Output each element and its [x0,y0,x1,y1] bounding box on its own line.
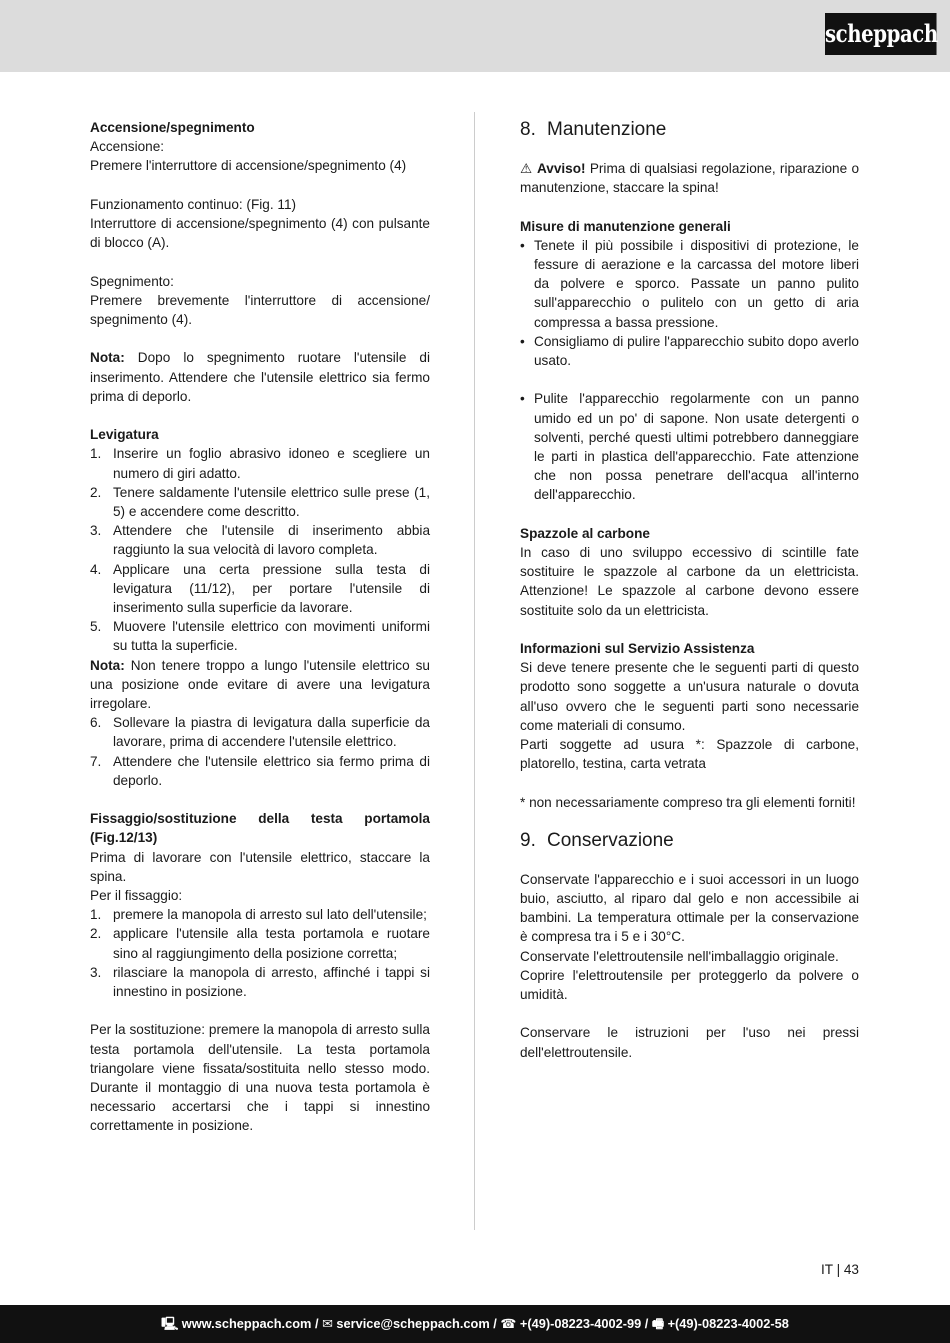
computer-icon: 🖳︎ [161,1316,179,1331]
paragraph: Per il fissaggio: [90,888,183,904]
list-number: 1. [90,446,102,462]
paragraph: Funzionamento continuo: (Fig. 11) [90,196,297,212]
paragraph: Parti soggette ad usura *: Spazzole di carbone, platorello, testina, carta vetrata [520,737,859,772]
heading-text: Manutenzione [547,119,667,140]
bullet-icon: • [520,237,525,253]
list-text: Applicare una certa pressione sulla testa di levigatura (11/12), per portare l'utensile di inserimento sulla superficie da lavorare. [113,561,430,616]
list-text: Tenere saldamente l'utensile elettrico sulle prese (1, 5) e accendere come descritto. [113,484,430,519]
section-title-sanding: Levigatura [90,427,159,443]
paragraph: Spegnimento: [90,273,174,289]
paragraph: In caso di uno sviluppo eccessivo di scintille fate sostituire le spazzole al carbone da un elettricista. Attenzione! Le spazzole al carbone devono essere sostituite solo da un elettricista. [520,545,859,618]
paragraph: Coprire l'elettroutensile per proteggerlo da polvere o umidità. [520,967,859,1003]
footnote: * non necessariamente compreso tra gli elementi forniti! [520,794,856,810]
bullet-item [520,332,859,370]
fax-icon: 🖷︎ [651,1316,664,1331]
list-number: 3. [90,964,102,980]
bullet-item [520,236,859,332]
list-text: Inserire un foglio abrasivo idoneo e scegliere un numero di giri adatto. [113,446,430,481]
warning-text: Prima di qualsiasi regolazione, riparazione o manutenzione, staccare la spina! [520,161,859,196]
paragraph: Prima di lavorare con l'utensile elettrico, staccare la spina. [90,849,430,884]
phone-icon: ☎ [500,1316,517,1331]
paragraph: Conservate l'apparecchio e i suoi accessori in un luogo buio, asciutto, al riparo dal gelo e non accessibile ai bambini. La temperatura ottimale per la conservazione è compresa tra i 5 e i 30°C. [520,871,859,945]
website-link[interactable]: www.scheppach.com [181,1316,312,1331]
list-number: 4. [90,561,102,577]
heading-number: 8. [520,119,536,140]
note-label: Nota: [90,350,125,366]
warning-paragraph [520,159,859,197]
list-item [90,752,430,790]
note-label: Nota: [90,657,125,673]
fixing-steps [90,905,430,1001]
bullet-text: Consigliamo di pulire l'apparecchio subito dopo averlo usato. [534,333,859,369]
column-divider [474,112,475,1230]
bullet-icon: • [520,333,525,349]
page-number: IT | 43 [820,1262,859,1277]
section-title-general-maintenance: Misure di manutenzione generali [520,218,731,234]
warning-triangle-icon: ⚠ [520,161,533,176]
section-title-carbon-brushes: Spazzole al carbone [520,525,650,541]
brand-logo: scheppach [825,13,937,55]
warning-label: Avviso! [536,161,586,176]
list-number: 7. [90,753,102,769]
list-text: Attendere che l'utensile elettrico sia fermo prima di deporlo. [113,753,430,788]
list-number: 2. [90,484,102,500]
list-item [90,924,430,962]
section-title-switch: Accensione/spegnimento [90,120,255,135]
list-text: premere la manopola di arresto sul lato dell'utensile; [113,907,427,923]
heading-text: Conservazione [547,829,674,851]
bullet-text: Pulite l'apparecchio regolarmente con un panno umido ed un po' di sapone. Non usate detergenti o solventi, perché questi ultimi potrebbero danneggiare le parti in plastica dell'apparecchio. Fate attenzione che non possa penetrare dell'acqua all'interno dell'apparecchio. [534,391,859,503]
right-column [520,118,859,1062]
list-number: 2. [90,926,102,942]
paragraph: Si deve tenere presente che le seguenti parti di questo prodotto sono soggette a un'usura naturale o dovuta all'uso ovvero che le seguenti parti sono necessarie come materiali di consumo. [520,660,859,733]
header-bar [0,0,950,72]
sanding-steps-continued [90,713,430,790]
fax-number: +(49)-08223-4002-58 [667,1316,789,1331]
list-item [90,905,430,924]
sanding-steps [90,444,430,655]
list-item [90,444,430,482]
paragraph: Premere l'interruttore di accensione/spegnimento (4) [90,158,407,174]
bullet-icon: • [520,391,525,407]
paragraph: Conservate l'elettroutensile nell'imballaggio originale. [520,948,839,964]
list-text: Sollevare la piastra di levigatura dalla superficie da lavorare, prima di accendere l'utensile elettrico. [113,715,430,750]
bullet-text: Tenete il più possibile i dispositivi di protezione, le fessure di aerazione e la carcassa del motore liberi da polvere e sporco. Passate un panno pulito sull'apparecchio o pulitelo con un getto di aria compressa a bassa pressione. [534,237,859,330]
list-item [90,560,430,618]
section-title-fixing: Fissaggio/sostituzione della testa portamola (Fig.12/13) [90,811,430,846]
note-paragraph [90,348,430,406]
list-number: 6. [90,715,102,731]
list-text: applicare l'utensile alla testa portamola e ruotare sino al raggiungimento della posizione corretta; [113,926,430,961]
list-item [90,483,430,521]
list-item [90,713,430,751]
list-item [90,617,430,655]
heading-number: 9. [520,829,536,851]
phone-number: +(49)-08223-4002-99 [519,1316,642,1331]
maintenance-bullets-continued [520,389,859,504]
left-column [90,118,430,1136]
mail-icon: ✉ [322,1316,333,1331]
paragraph: Interruttore di accensione/spegnimento (4) con pulsante di blocco (A). [90,216,430,251]
paragraph: Per la sostituzione: premere la manopola di arresto sulla testa portamola dell'utensile. La testa portamola triangolare viene fissata/sostituita nello stesso modo. Durante il montaggio di una nuova testa portamola è necessario accertarsi che i tappi si innestino correttamente in posizione. [90,1022,430,1134]
section-title-service-info: Informazioni sul Servizio Assistenza [520,641,755,657]
maintenance-bullets [520,236,859,370]
paragraph: Conservare le istruzioni per l'uso nei pressi dell'elettroutensile. [520,1025,859,1060]
paragraph: Premere brevemente l'interruttore di accensione/ spegnimento (4). [90,292,430,327]
note-paragraph [90,656,430,714]
list-item [90,521,430,559]
list-number: 3. [90,523,102,539]
email-link[interactable]: service@scheppach.com [336,1316,490,1331]
list-text: Muovere l'utensile elettrico con movimenti uniformi su tutta la superficie. [113,619,430,654]
heading-maintenance [520,118,859,142]
paragraph: Accensione: [90,139,165,155]
list-item [90,963,430,1001]
note-text: Non tenere troppo a lungo l'utensile elettrico su una posizione onde evitare di avere una levigatura irregolare. [90,657,430,712]
list-number: 5. [90,619,102,635]
list-number: 1. [90,907,102,923]
note-text: Dopo lo spegnimento ruotare l'utensile di inserimento. Attendere che l'utensile elettrico sia fermo prima di deporlo. [90,350,430,404]
footer-bar: 🖳︎ www.scheppach.com / ✉ service@scheppach.com / ☎ +(49)-08223-4002-99 / 🖷︎ +(49)-08223-4002-58 [0,1305,950,1343]
bullet-item [520,389,859,504]
heading-storage [520,829,859,853]
list-text: Attendere che l'utensile di inserimento abbia raggiunto la sua velocità di lavoro completa. [113,523,430,558]
list-text: rilasciare la manopola di arresto, affinché i tappi si innestino in posizione. [113,964,430,1000]
